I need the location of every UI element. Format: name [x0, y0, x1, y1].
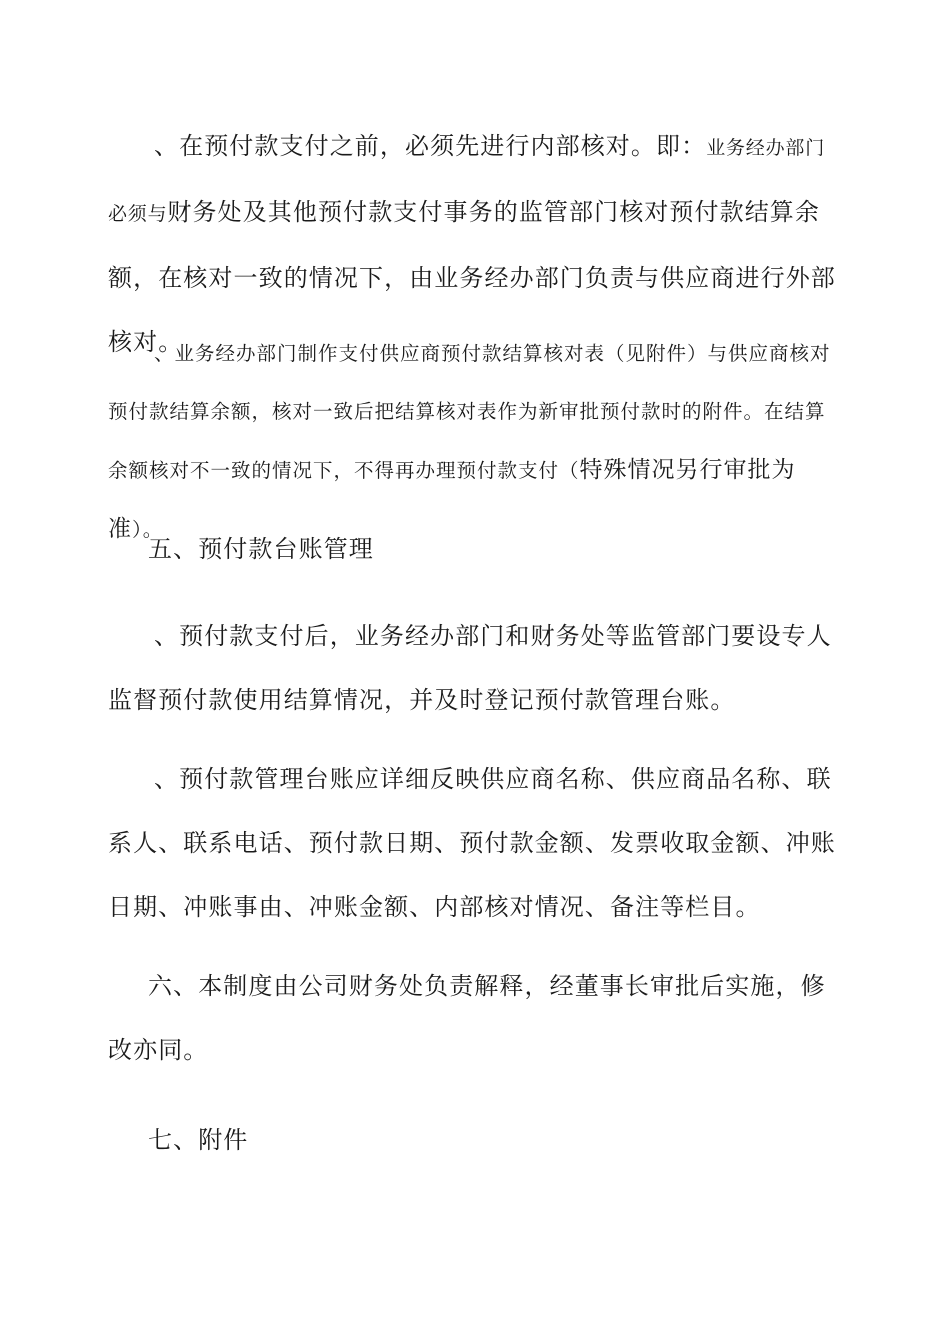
- heading-section-5: 五、预付款台账管理: [148, 535, 374, 563]
- paragraph-reconciliation-form-part2: 特殊情况另行审批为准: [108, 457, 796, 542]
- paragraph-ledger-supervision: 、预付款支付后，业务经办部门和财务处等监管部门要设专人监督预付款使用结算情况，并及时登记预付款管理台账。: [108, 622, 832, 714]
- paragraph-internal-check-part1: 、在预付款支付之前，必须先进行内部核对。即：: [154, 132, 707, 160]
- paragraph-ledger-fields: 、预付款管理台账应详细反映供应商名称、供应商品名称、联系人、联系电话、预付款日期、预付款金额、发票收取金额、冲账日期、冲账事由、冲账金额、内部核对情况、备注等栏目。: [108, 765, 836, 921]
- paragraph-internal-check-part3: 财务处及其他预付款支付事务的监管部门核对预付款结算余额，在核对一致的情况下，由业务经办部门负责与供应商进行外部核对。: [108, 198, 836, 356]
- heading-section-6: 六、本制度由公司财务处负责解释，经董事长审批后实施，修改亦同。: [108, 972, 826, 1064]
- heading-section-7: 七、附件: [148, 1126, 249, 1154]
- paragraph-reconciliation-form-part1: 、业务经办部门制作支付供应商预付款结算核对表（见附件）与供应商核对预付款结算余额，核对一致后把结算核对表作为新审批预付款时的附件。在结算余额核对不一致的情况下，不得再办理预付款支付（: [108, 342, 831, 482]
- paragraph-internal-check-part2: 业务经办部门必须与: [108, 137, 826, 225]
- paragraph-reconciliation-form-part3: ）。: [132, 518, 164, 541]
